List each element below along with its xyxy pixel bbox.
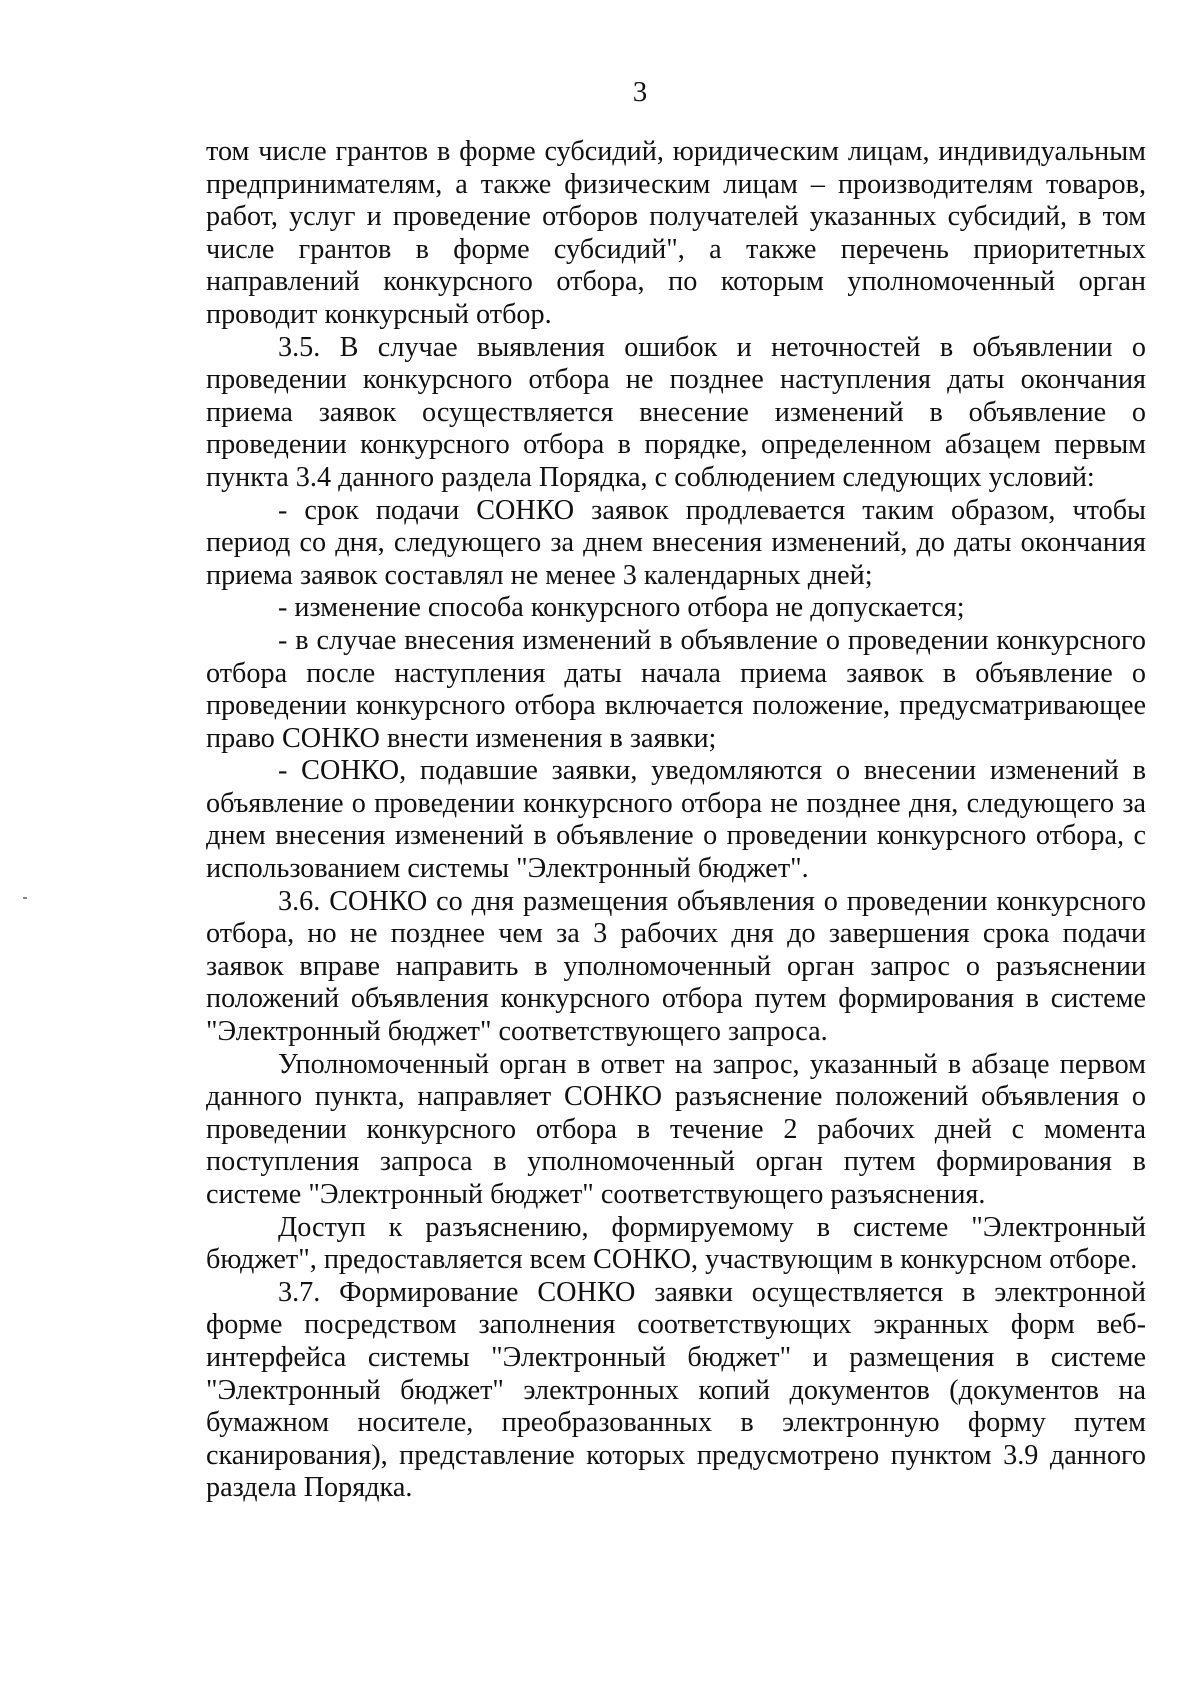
document-body <box>206 136 1146 1505</box>
paragraph-clause-3-5-item-4: - СОНКО, подавшие заявки, уведомляются о внесении изменений в объявление о проведении конкурсного отбора не позднее дня, следующего за днем внесения изменений в объявление о проведении конкурсного отбора, с использованием системы "Электронный бюджет". <box>206 755 1146 885</box>
paragraph-clause-3-6-para-2: Уполномоченный орган в ответ на запрос, указанный в абзаце первом данного пункта, направляет СОНКО разъяснение положений объявления о проведении конкурсного отбора в течение 2 рабочих дней с момента поступления запроса в уполномоченный орган путем формирования в системе "Электронный бюджет" соответствующего разъяснения. <box>206 1048 1146 1210</box>
paragraph-clause-3-5-item-3: - в случае внесения изменений в объявление о проведении конкурсного отбора после наступления даты начала приема заявок в объявление о проведении конкурсного отбора включается положение, предусматривающее право СОНКО внести изменения в заявки; <box>206 624 1146 754</box>
paragraph-continuation: том числе грантов в форме субсидий, юридическим лицам, индивидуальным предпринимателям, а также физическим лицам – производителям товаров, работ, услуг и проведение отборов получателей указанных субсидий, в том числе грантов в форме субсидий", а также перечень приоритетных направлений конкурсного отбора, по которым уполномоченный орган проводит конкурсный отбор. <box>206 136 1146 330</box>
scan-artifact-mark <box>23 897 27 899</box>
paragraph-clause-3-5-item-2: - изменение способа конкурсного отбора не допускается; <box>278 592 965 624</box>
page-number: 3 <box>632 76 648 108</box>
paragraph-clause-3-6-para-3: Доступ к разъяснению, формируемому в системе "Электронный бюджет", предоставляется всем СОНКО, участвующим в конкурсном отборе. <box>206 1211 1146 1276</box>
paragraph-clause-3-7: 3.7. Формирование СОНКО заявки осуществляется в электронной форме посредством заполнения соответствующих экранных форм веб-интерфейса системы "Электронный бюджет" и размещения в системе "Электронный бюджет" электронных копий документов (документов на бумажном носителе, преобразованных в электронную форму путем сканирования), представление которых предусмотрено пунктом 3.9 данного раздела Порядка. <box>206 1276 1146 1504</box>
paragraph-clause-3-5: 3.5. В случае выявления ошибок и неточностей в объявлении о проведении конкурсного отбора не позднее наступления даты окончания приема заявок осуществляется внесение изменений в объявление о проведении конкурсного отбора в порядке, определенном абзацем первым пункта 3.4 данного раздела Порядка, с соблюдением следующих условий: <box>206 331 1146 493</box>
paragraph-clause-3-6: 3.6. СОНКО со дня размещения объявления о проведении конкурсного отбора, но не позднее чем за 3 рабочих дня до завершения срока подачи заявок вправе направить в уполномоченный орган запрос о разъяснении положений объявления конкурсного отбора путем формирования в системе "Электронный бюджет" соответствующего запроса. <box>206 885 1146 1048</box>
paragraph-clause-3-5-item-1: - срок подачи СОНКО заявок продлевается таким образом, чтобы период со дня, следующего за днем внесения изменений, до даты окончания приема заявок составлял не менее 3 календарных дней; <box>206 494 1146 591</box>
